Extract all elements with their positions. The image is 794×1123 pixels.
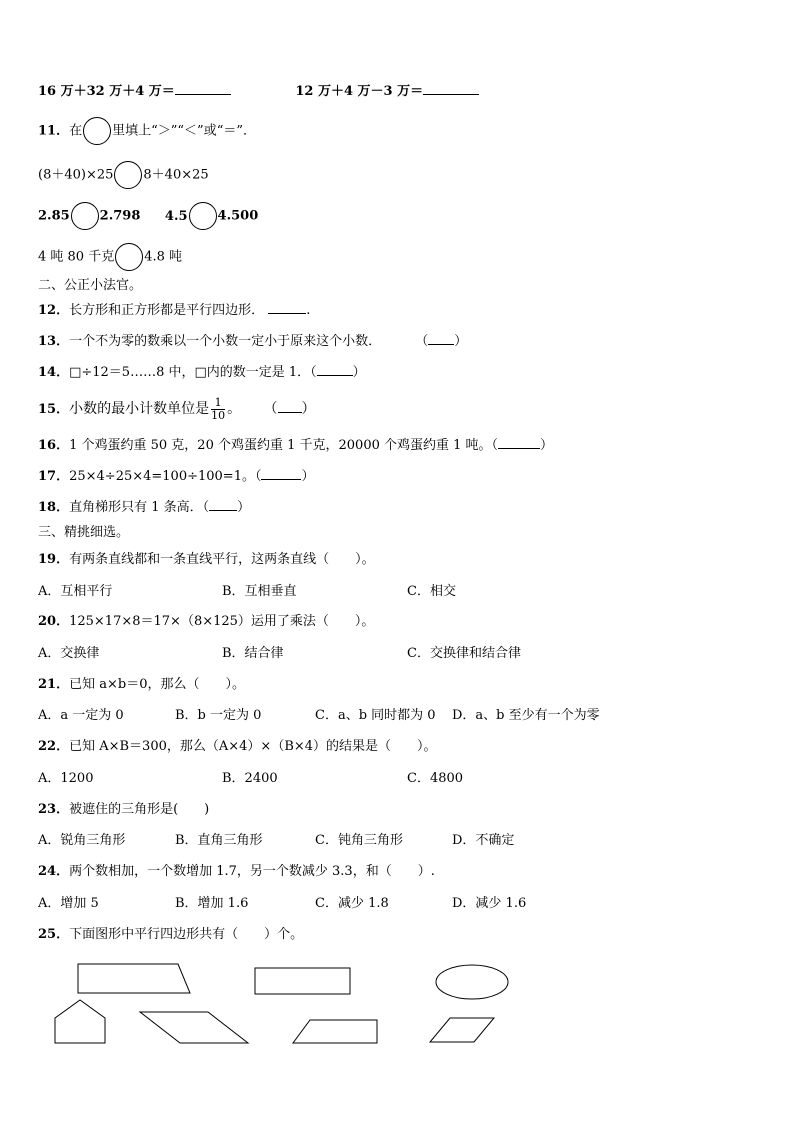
q19-option-a[interactable]: A．互相平行	[38, 584, 113, 599]
q21-option-d[interactable]: D．a、b 至少有一个为零	[452, 708, 600, 723]
q23-number: 23．	[38, 802, 70, 817]
q23-option-d[interactable]: D．不确定	[452, 833, 515, 848]
q24-option-c[interactable]: C．减少 1.8	[315, 896, 389, 911]
q13-paren-close: ）	[454, 334, 468, 349]
q13	[38, 333, 467, 351]
q19-option-c[interactable]: C．相交	[407, 584, 456, 599]
q15-paren-close: ）	[301, 401, 316, 417]
q15-fraction	[211, 397, 225, 422]
q14-text: □÷12＝5……8 中，□内的数一定是 1．（	[69, 365, 317, 380]
q11-c-left: 4.5	[164, 208, 188, 224]
q21	[38, 676, 245, 694]
q14-number: 14．	[38, 365, 70, 380]
q14-paren-close: ）	[352, 365, 366, 380]
q12-end: .	[306, 303, 311, 318]
q15-number: 15．	[38, 402, 70, 417]
q23-option-c[interactable]: C．钝角三角形	[315, 833, 403, 848]
q19-number: 19．	[38, 552, 70, 567]
q11-circle-example	[83, 117, 111, 145]
q12-number: 12．	[38, 303, 70, 318]
q12-blank[interactable]	[268, 313, 306, 314]
q11-d-left: 4 吨 80 千克	[38, 249, 115, 265]
q17-blank[interactable]	[261, 479, 301, 480]
q11-c-circle[interactable]	[189, 202, 217, 230]
q20-option-c[interactable]: C．交换律和结合律	[407, 646, 521, 661]
q21-option-c[interactable]: C．a、b 同时都为 0	[315, 708, 436, 723]
q13-number: 13．	[38, 334, 70, 349]
q12-text: 长方形和正方形都是平行四边形．	[69, 303, 265, 318]
q14	[38, 364, 366, 382]
q25	[38, 926, 303, 944]
q22-option-b[interactable]: B．2400	[222, 771, 278, 786]
q11-a-right: 8＋40×25	[143, 167, 209, 183]
q11-number: 11．	[38, 123, 70, 139]
q15-frac-den: 10	[211, 408, 226, 422]
q18	[38, 499, 250, 517]
q19	[38, 551, 375, 569]
q15	[38, 394, 316, 425]
q21-option-b[interactable]: B．b 一定为 0	[175, 708, 262, 723]
q16	[38, 437, 553, 455]
q15-text: 小数的最小计数单位是	[69, 401, 210, 417]
q11-d-right: 4.8 吨	[144, 249, 183, 265]
shape-trapezoid-right	[293, 1020, 377, 1043]
q19-text: 有两条直线都和一条直线平行，这两条直线（ ）。	[69, 552, 375, 567]
q15-blank[interactable]	[278, 412, 302, 413]
shape-ellipse	[436, 965, 508, 999]
q18-blank[interactable]	[209, 510, 237, 511]
q25-shapes-figure	[0, 950, 794, 1060]
q19-option-b[interactable]: B．互相垂直	[222, 584, 297, 599]
q24-option-a[interactable]: A．增加 5	[38, 896, 99, 911]
q23-option-a[interactable]: A．锐角三角形	[38, 833, 126, 848]
q11-d-circle[interactable]	[115, 243, 143, 271]
q18-paren-close: ）	[237, 500, 251, 515]
shape-parallelogram-small	[430, 1018, 494, 1042]
q20	[38, 613, 374, 631]
shape-rectangle	[255, 968, 350, 994]
q15-frac-num: 1	[211, 397, 225, 410]
q24-option-b[interactable]: B．增加 1.6	[175, 896, 249, 911]
q18-number: 18．	[38, 500, 70, 515]
calc-right-expr: 12 万＋4 万－3 万＝	[295, 84, 424, 99]
q22-option-c[interactable]: C．4800	[407, 771, 464, 786]
q11-post: 里填上“＞”“＜”或“＝”．	[112, 123, 256, 139]
q23-option-b[interactable]: B．直角三角形	[175, 833, 263, 848]
q22-text: 已知 A×B＝300，那么（A×4）×（B×4）的结果是（ ）。	[69, 739, 437, 754]
q24	[38, 863, 435, 881]
q14-blank[interactable]	[317, 375, 353, 376]
q13-paren-open: （	[415, 334, 429, 349]
q11-b-right: 2.798	[99, 208, 141, 224]
q25-text: 下面图形中平行四边形共有（ ）个。	[69, 927, 304, 942]
section3-heading: 三、精挑细选。	[38, 525, 130, 540]
q15-end: 。	[227, 401, 242, 417]
q17-paren-close: ）	[301, 469, 315, 484]
q24-text: 两个数相加，一个数增加 1.7，另一个数减少 3.3，和（ ）.	[69, 864, 435, 879]
q16-number: 16．	[38, 438, 70, 453]
q24-number: 24．	[38, 864, 70, 879]
q24-option-d[interactable]: D．减少 1.6	[452, 896, 527, 911]
q11-a-circle[interactable]	[114, 161, 142, 189]
q16-text: 1 个鸡蛋约重 50 克，20 个鸡蛋约重 1 千克，20000 个鸡蛋约重 1 吨。（	[69, 438, 499, 453]
section2-heading: 二、公正小法官。	[38, 278, 143, 293]
shape-parallelogram-wide	[140, 1012, 248, 1043]
q22-number: 22．	[38, 739, 70, 754]
q22-option-a[interactable]: A．1200	[38, 771, 94, 786]
q13-blank[interactable]	[428, 344, 454, 345]
q17-number: 17．	[38, 469, 70, 484]
q11-b-circle[interactable]	[71, 202, 99, 230]
q15-paren-open: （	[263, 401, 278, 417]
q11-bc	[38, 202, 258, 230]
shape-pentagon	[55, 1000, 105, 1043]
q20-text: 125×17×8＝17×（8×125）运用了乘法（ ）。	[69, 614, 375, 629]
q17-text: 25×4÷25×4=100÷100=1。（	[69, 469, 262, 484]
q11-line	[38, 117, 256, 145]
q21-text: 已知 a×b＝0，那么（ ）。	[69, 677, 245, 692]
q13-text: 一个不为零的数乘以一个小数一定小于原来这个小数．	[69, 334, 382, 349]
q20-number: 20．	[38, 614, 70, 629]
q21-number: 21．	[38, 677, 70, 692]
q12	[38, 302, 310, 320]
q20-option-b[interactable]: B．结合律	[222, 646, 284, 661]
q20-option-a[interactable]: A．交换律	[38, 646, 100, 661]
q16-blank[interactable]	[498, 448, 540, 449]
q11-a	[38, 161, 209, 189]
q11-d	[38, 243, 182, 271]
q11-b-left: 2.85	[38, 208, 70, 224]
q21-option-a[interactable]: A．a 一定为 0	[38, 708, 124, 723]
q16-paren-close: ）	[540, 438, 554, 453]
q11-c-right: 4.500	[217, 208, 259, 224]
calc-right-blank[interactable]	[423, 94, 479, 95]
q18-text: 直角梯形只有 1 条高．（	[69, 500, 210, 515]
shape-trapezoid	[78, 964, 190, 993]
calc-left-expr: 16 万＋32 万＋4 万＝	[38, 84, 175, 99]
q11-pre: 在	[69, 123, 83, 139]
calc-line	[38, 83, 479, 101]
q23	[38, 801, 209, 819]
q23-text: 被遮住的三角形是( )	[69, 802, 210, 817]
calc-left-blank[interactable]	[175, 94, 231, 95]
q25-number: 25．	[38, 927, 70, 942]
q22	[38, 738, 437, 756]
q11-a-left: (8＋40)×25	[38, 167, 114, 183]
q17	[38, 468, 315, 486]
